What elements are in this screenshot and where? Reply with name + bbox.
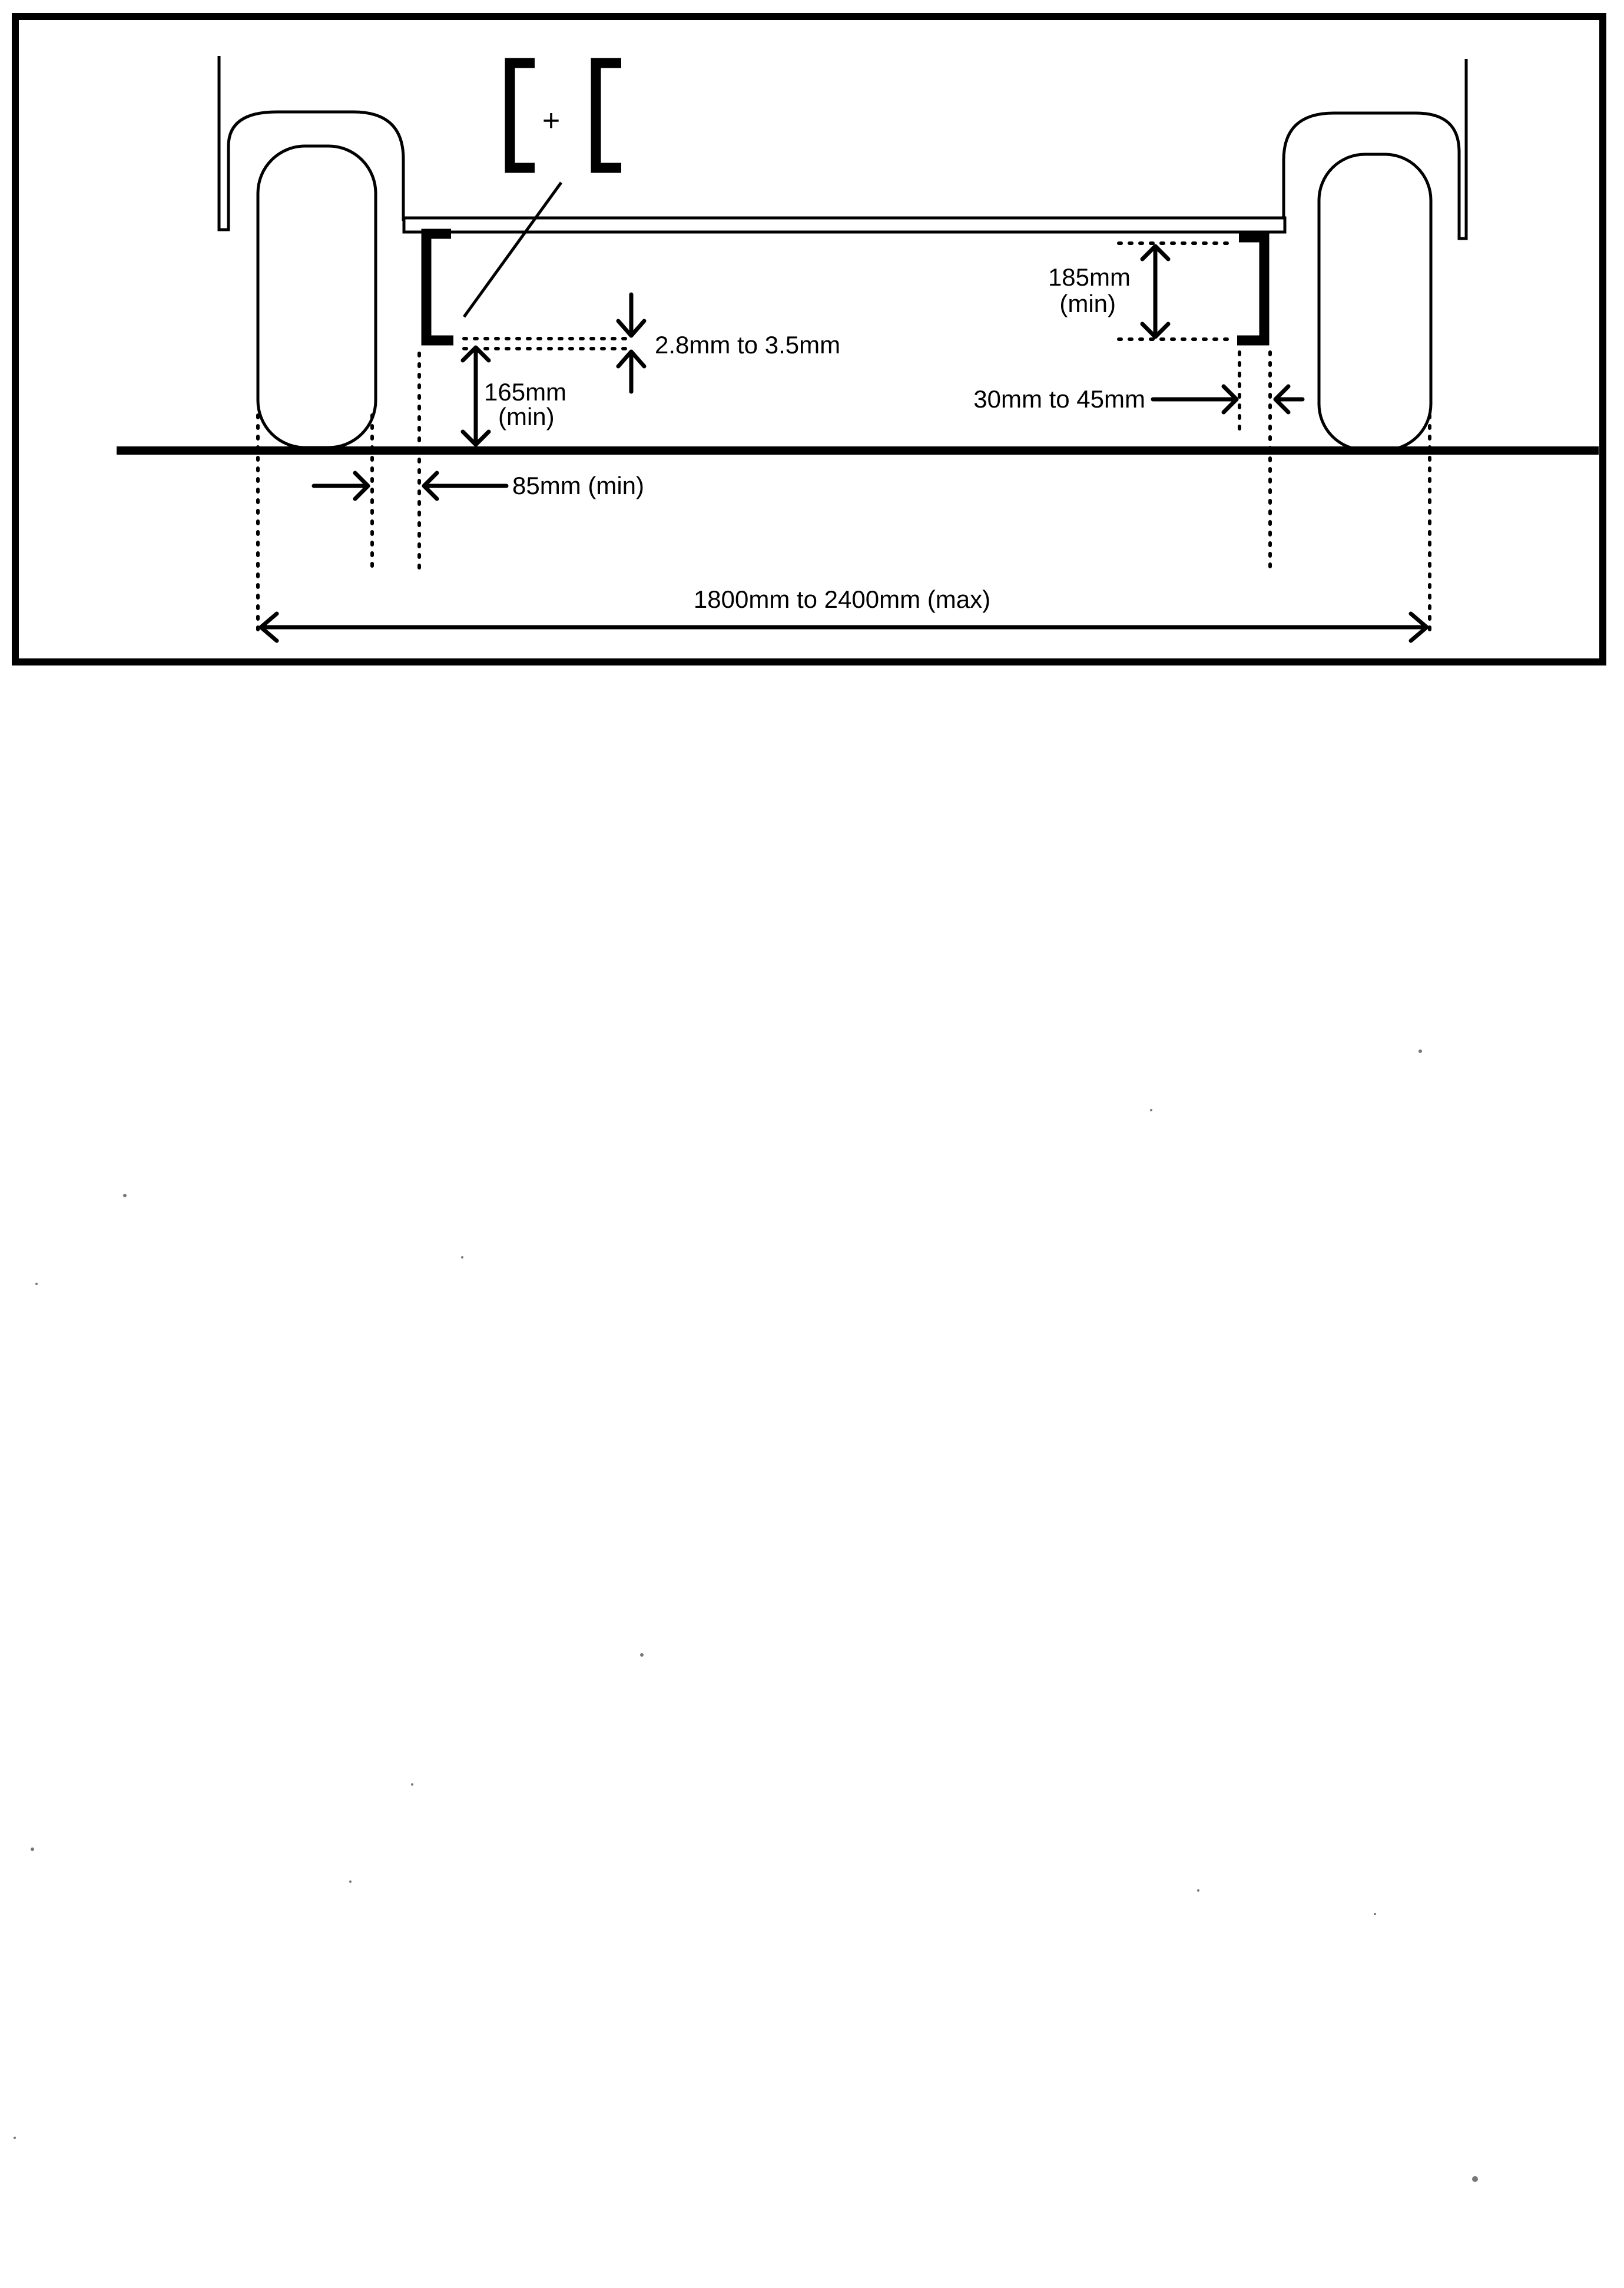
ground-clearance-value: 165mm bbox=[484, 378, 567, 406]
channel-icon-plus: + bbox=[542, 104, 561, 138]
left-chassis-channel bbox=[426, 234, 453, 340]
thickness-label: 2.8mm to 3.5mm bbox=[655, 331, 841, 359]
deck-plate bbox=[404, 218, 1285, 232]
wheel-gap-arrows bbox=[314, 473, 506, 499]
scan-specks bbox=[14, 1049, 1478, 2182]
channel-height-value: 185mm bbox=[1048, 263, 1131, 291]
channel-height-arrow bbox=[1142, 246, 1168, 337]
leader-line bbox=[464, 183, 561, 317]
thickness-arrows bbox=[618, 294, 644, 392]
channel-icon-right bbox=[596, 63, 621, 168]
right-wheel bbox=[1319, 154, 1431, 450]
flange-width-label: 30mm to 45mm bbox=[973, 385, 1145, 413]
track-width-arrow bbox=[261, 614, 1427, 641]
wheel-gap-label: 85mm (min) bbox=[512, 472, 645, 499]
right-mudguard bbox=[1284, 59, 1466, 239]
track-width-label: 1800mm to 2400mm (max) bbox=[693, 585, 991, 613]
right-chassis-channel bbox=[1237, 237, 1264, 340]
flange-width-arrows bbox=[1153, 386, 1302, 412]
channel-icon-left bbox=[510, 63, 535, 168]
left-wheel bbox=[258, 146, 376, 448]
channel-height-qualifier: (min) bbox=[1059, 290, 1116, 317]
ground-clearance-qualifier: (min) bbox=[498, 403, 555, 431]
